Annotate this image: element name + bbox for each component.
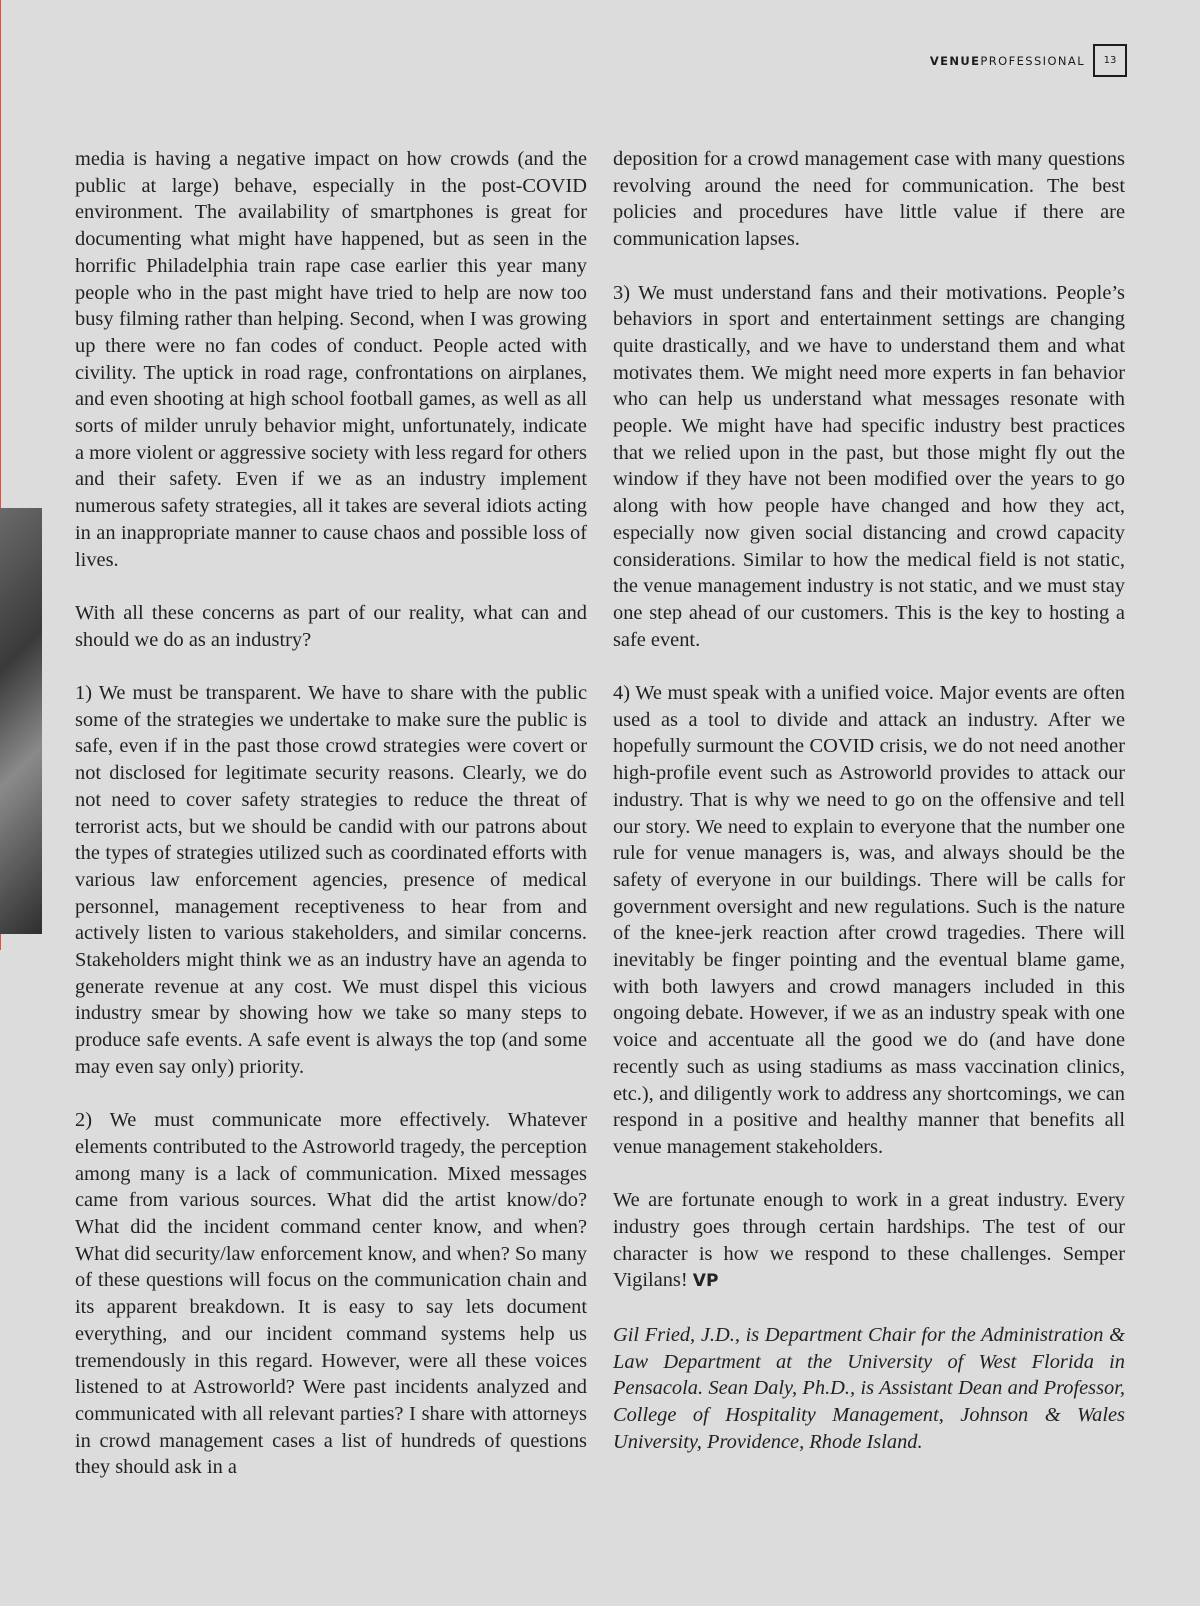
paragraph: media is having a negative impact on how crowds (and the public at large) behave, especially in the post-COVID environment. The availability of smartphones is great for documenting what might have happened, but as seen in the horrific Philadelphia train rape case earlier this year many people who in the past might have tried to help are now too busy filming rather than helping. Second, when I was growing up there were no fan codes of conduct. People acted with civility. The uptick in road rage, confrontations on airplanes, and even shooting at high school football games, as well as all sorts of milder unruly behavior might, unfortunately, indicate a more violent or aggressive society with less regard for others and their safety. Even if we as an industry implement numerous safety strategies, all it takes are several idiots acting in an inappropriate manner to cause chaos and possible loss of lives. xyxy=(75,148,587,571)
paragraph: 3) We must understand fans and their motivations. People’s behaviors in sport and entertainment settings are changing quite drastically, and we have to understand them and what motivates them. We might need more experts in fan behavior who can help us understand what messages resonate with people. We might have had specific industry best practices that we relied upon in the past, but those might fly out the window if they have not been modified over the years to go along with how people have changed and how they act, especially now given social distancing and crowd capacity considerations. Similar to how the medical field is not static, the venue management industry is not static, and we must stay one step ahead of our customers. This is the key to hosting a safe event. xyxy=(613,281,1125,651)
end-mark: VP xyxy=(692,1271,719,1292)
magazine-brand xyxy=(930,54,1085,68)
paragraph: 1) We must be transparent. We have to share with the public some of the strategies we undertake to make sure the public is safe, even if in the past those crowd strategies were covert or not disclosed for legitimate security reasons. Clearly, we do not need to cover safety strategies to reduce the threat of terrorist acts, but we should be candid with our patrons about the types of strategies utilized such as coordinated efforts with various law enforcement agencies, presence of medical personnel, management receptiveness to hear from and actively listen to various stakeholders, and similar concerns. Stakeholders might think we as an industry have an agenda to generate revenue at any cost. We must dispel this vicious industry smear by showing how we take so many steps to produce safe events. A safe event is always the top (and some may even say only) priority. xyxy=(75,682,587,1078)
paragraph: deposition for a crowd management case with many questions revolving around the need for communication. The best policies and procedures have little value if there are communication lapses. xyxy=(613,148,1125,251)
paragraph: 2) We must communicate more effectively. Whatever elements contributed to the Astroworld tragedy, the perception among many is a lack of communication. Mixed messages came from various sources. What did the artist know/do? What did the incident command center know, and when? What did security/law enforcement know, and when? So many of these questions will focus on the communication chain and its apparent breakdown. It is easy to say lets document everything, and our incident command systems help us tremendously in this regard. However, were all these voices listened to at Astroworld? Were past incidents analyzed and communicated with all relevant parties? I share with attorneys in crowd management cases a list of hundreds of questions they should ask in a xyxy=(75,1109,587,1479)
closing-paragraph xyxy=(613,1187,1125,1295)
brand-rest: PROFESSIONAL xyxy=(980,53,1085,68)
paragraph: With all these concerns as part of our reality, what can and should we do as an industry? xyxy=(75,601,587,651)
right-column xyxy=(613,146,1125,1482)
running-header xyxy=(930,44,1127,77)
brand-bold: VENUE xyxy=(929,53,981,68)
page-number: 13 xyxy=(1093,44,1127,77)
photo-fragment xyxy=(0,508,42,934)
closing-text: We are fortunate enough to work in a great industry. Every industry goes through certain hardships. The test of our character is how we respond to these challenges. Semper Vigilans! xyxy=(613,1189,1125,1292)
left-column xyxy=(75,146,587,1508)
author-bio: Gil Fried, J.D., is Department Chair for the Administration & Law Department at the University of West Florida in Pensacola. Sean Daly, Ph.D., is Assistant Dean and Professor, College of Hospitality Management, Johnson & Wales University, Providence, Rhode Island. xyxy=(613,1323,1125,1453)
paragraph: 4) We must speak with a unified voice. Major events are often used as a tool to divide and attack an industry. After we hopefully surmount the COVID crisis, we do not need another high-profile event such as Astroworld provides to attack our industry. That is why we need to go on the offensive and tell our story. We need to explain to everyone that the number one rule for venue managers is, was, and always should be the safety of everyone in our buildings. There will be calls for government oversight and new regulations. Such is the nature of the knee-jerk reaction after crowd tragedies. There will inevitably be finger pointing and the eventual blame game, with both lawyers and crowd managers included in this ongoing debate. However, if we as an industry speak with one voice and accentuate all the good we do (and have done recently such as using stadiums as mass vaccination clinics, etc.), and diligently work to address any shortcomings, we can respond in a positive and healthy manner that benefits all venue management stakeholders. xyxy=(613,682,1125,1158)
